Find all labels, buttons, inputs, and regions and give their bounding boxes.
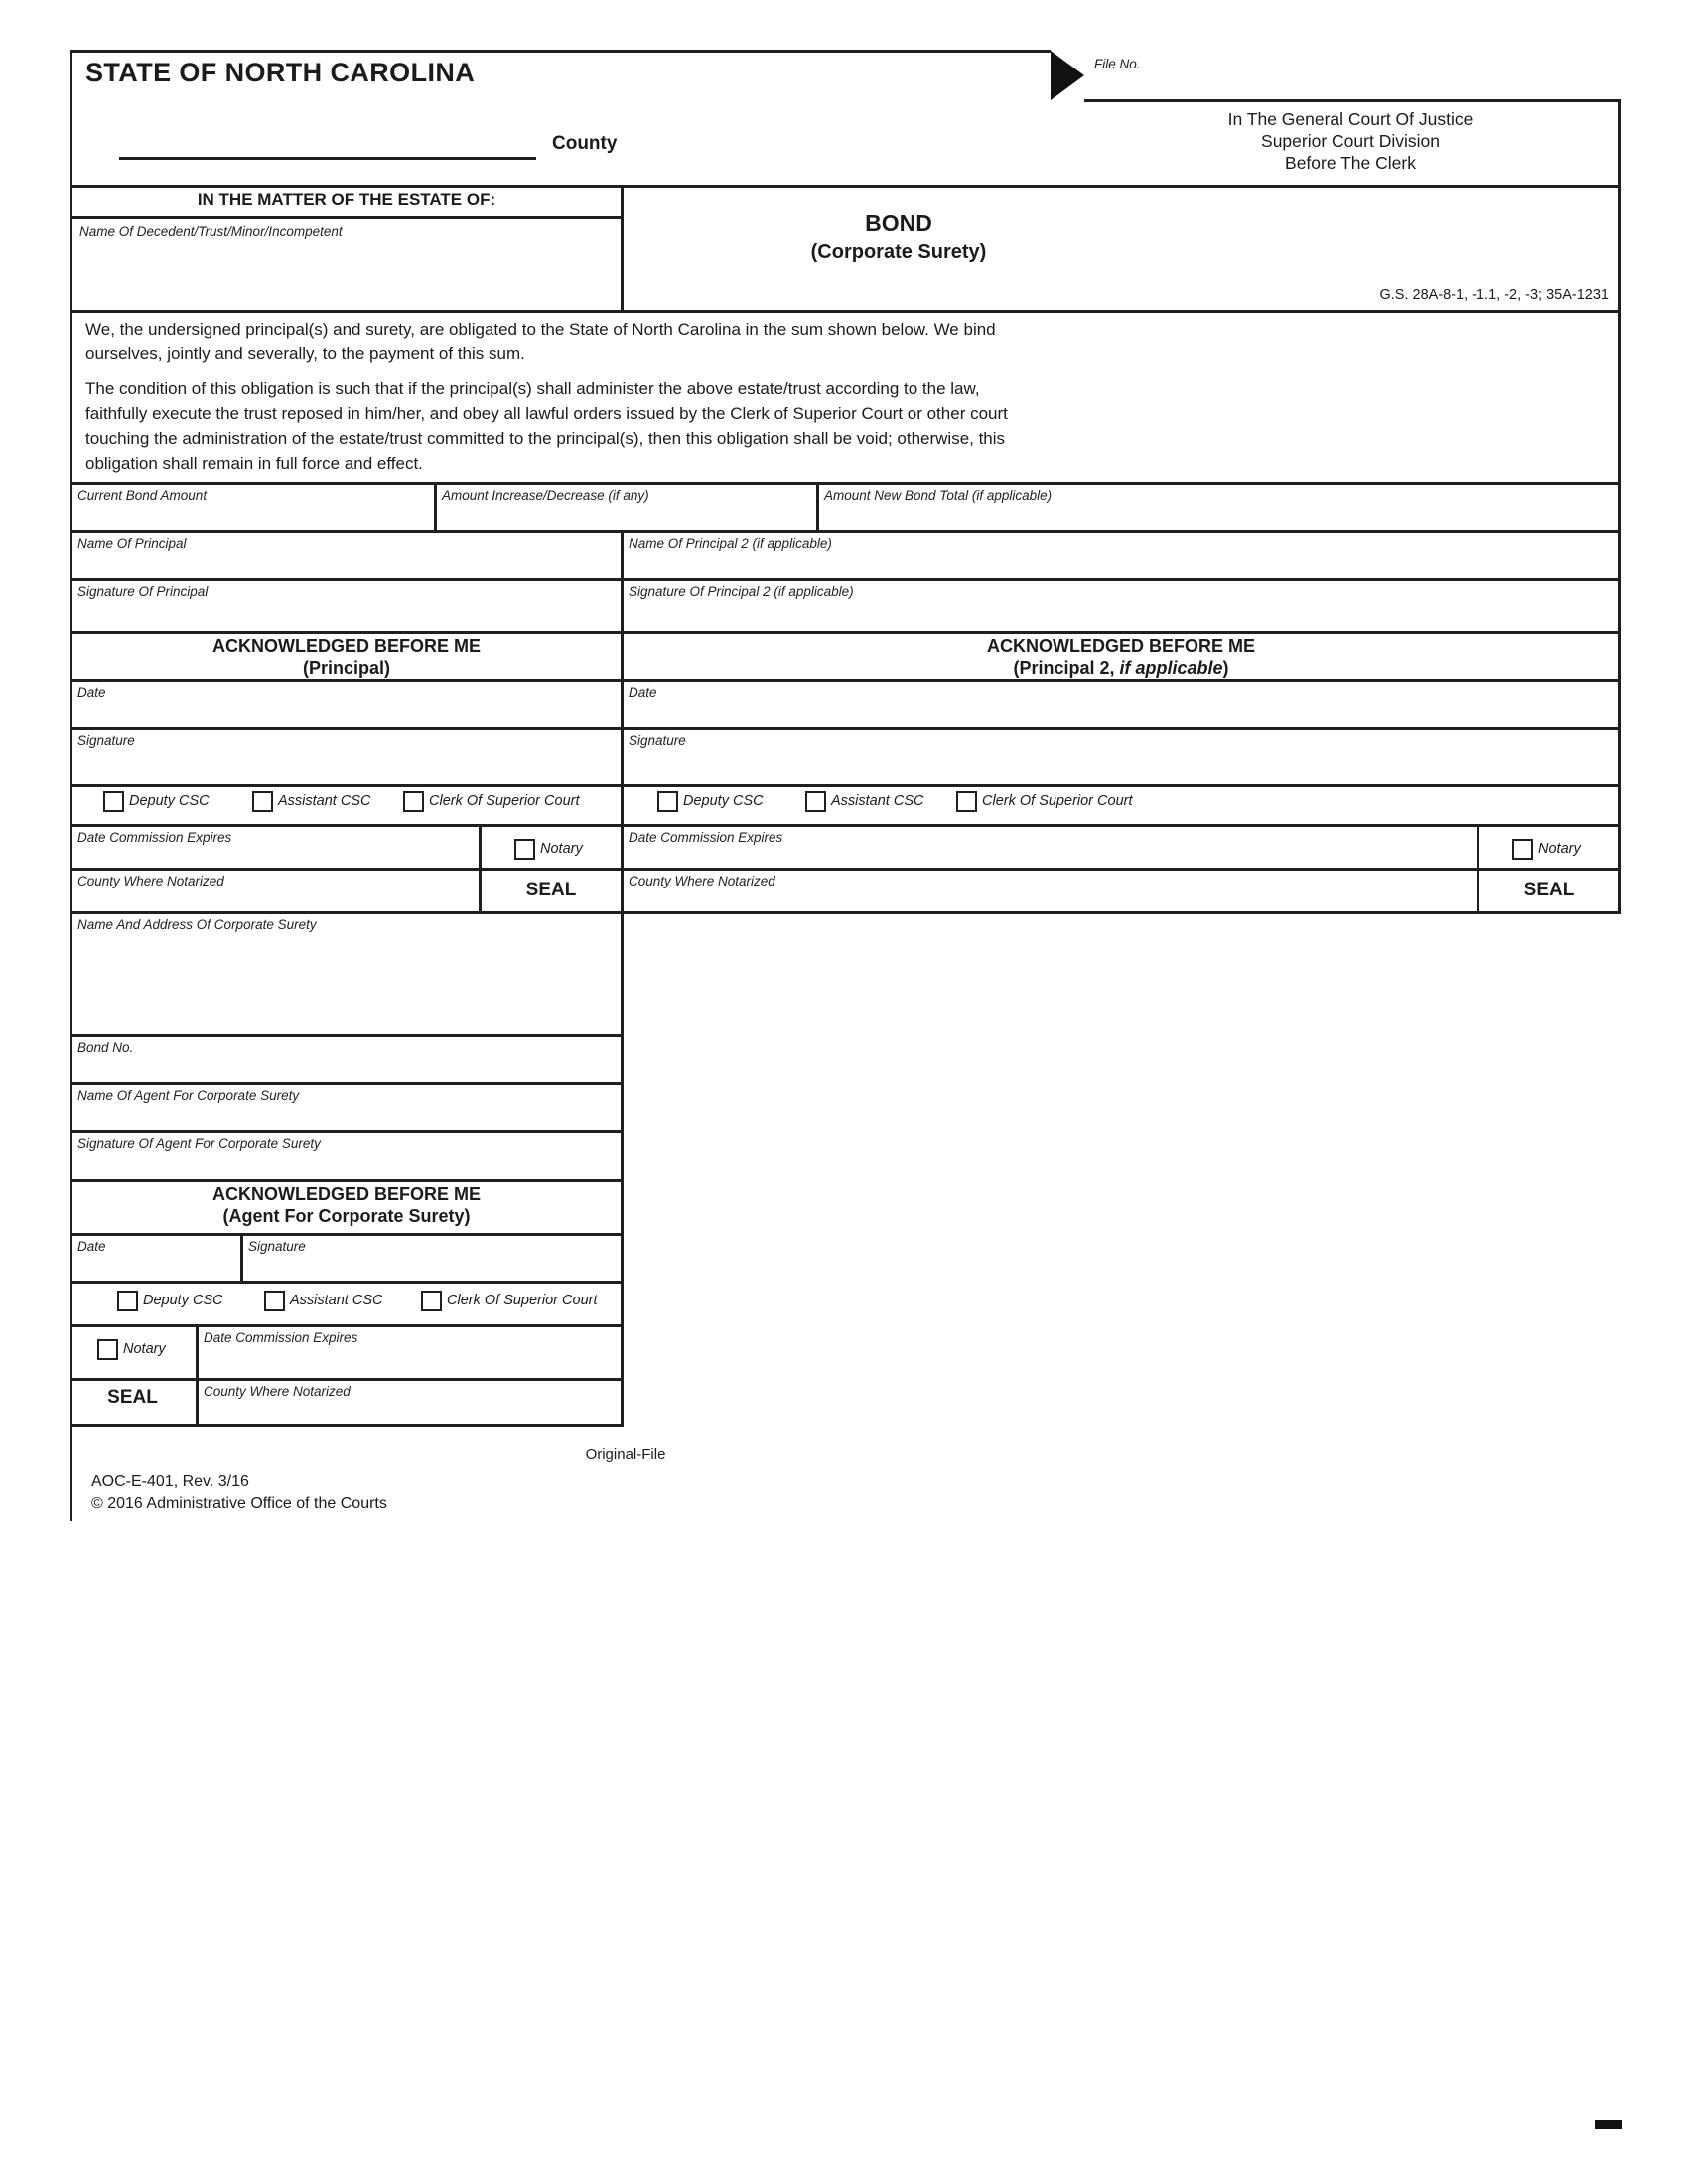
field-amount-increase[interactable]	[439, 504, 811, 528]
checkbox-notary-ack2[interactable]	[1512, 839, 1533, 860]
rule	[70, 310, 1621, 313]
checkbox-assistant-csc-ack3[interactable]	[264, 1291, 285, 1311]
principal-signature-label: Signature Of Principal	[77, 584, 209, 599]
field-ack1-date[interactable]	[73, 703, 616, 725]
rule	[816, 482, 819, 530]
rule	[70, 1082, 624, 1085]
surety-name-address-label: Name And Address Of Corporate Surety	[77, 917, 317, 932]
ack1-heading: ACKNOWLEDGED BEFORE ME	[212, 636, 481, 656]
field-ack1-county-notarized[interactable]	[73, 891, 475, 909]
ack2-county-label: County Where Notarized	[629, 874, 775, 888]
field-bond-no[interactable]	[73, 1058, 616, 1080]
ack2-signature-label: Signature	[629, 733, 686, 748]
rule-fileno-underline	[1084, 99, 1621, 102]
checkbox-deputy-csc-ack1[interactable]	[103, 791, 124, 812]
field-principal-signature[interactable]	[73, 600, 616, 627]
rule	[70, 868, 1621, 871]
county-label: County	[552, 133, 618, 154]
field-agent-name[interactable]	[73, 1106, 616, 1128]
checkbox-notary-ack3[interactable]	[97, 1339, 118, 1360]
distribution-note: Original-File	[585, 1446, 666, 1463]
checkbox-assistant-csc-ack2[interactable]	[805, 791, 826, 812]
seal-label-ack3: SEAL	[107, 1387, 158, 1408]
obligation-paragraph1-line2: ourselves, jointly and severally, to the payment of this sum.	[85, 344, 525, 363]
rule	[70, 1130, 624, 1133]
notary-label-ack2: Notary	[1538, 841, 1581, 857]
rule	[70, 1179, 624, 1182]
obligation-paragraph1-line1: We, the undersigned principal(s) and surety, are obligated to the State of North Carolina in the sum shown below. We bind	[85, 320, 996, 339]
deputy-csc-label-ack2: Deputy CSC	[683, 793, 764, 809]
rule	[196, 1324, 199, 1424]
rule-county-blank	[119, 157, 536, 160]
court-line-3: Before The Clerk	[1285, 153, 1416, 173]
rule	[70, 1034, 624, 1037]
deputy-csc-label-ack3: Deputy CSC	[143, 1293, 223, 1308]
rule	[70, 1424, 624, 1427]
rule	[434, 482, 437, 530]
ack1-commission-label: Date Commission Expires	[77, 830, 232, 845]
field-ack2-signature[interactable]	[628, 751, 1615, 782]
form-title: BOND	[865, 210, 932, 236]
rule	[70, 1378, 624, 1381]
field-principal-name[interactable]	[73, 552, 616, 576]
rule	[240, 1233, 243, 1281]
rule	[70, 824, 1621, 827]
amount-new-total-label: Amount New Bond Total (if applicable)	[824, 488, 1053, 503]
obligation-paragraph2-line3: touching the administration of the estate/trust committed to the principal(s), then this obligation shall be void; otherwise, this	[85, 429, 1006, 448]
assistant-csc-label-ack3: Assistant CSC	[290, 1293, 383, 1308]
field-ack1-commission-date[interactable]	[73, 848, 475, 866]
page-corner-mark	[1595, 2120, 1622, 2129]
rule	[70, 578, 1621, 581]
clerk-label-ack1: Clerk Of Superior Court	[429, 793, 580, 809]
rule	[70, 631, 1621, 634]
rule	[70, 1324, 624, 1327]
notary-label-ack3: Notary	[123, 1341, 166, 1357]
rule-right-border	[1618, 99, 1621, 911]
field-file-no[interactable]	[1087, 54, 1612, 97]
assistant-csc-label-ack1: Assistant CSC	[278, 793, 371, 809]
checkbox-clerk-ack1[interactable]	[403, 791, 424, 812]
matter-heading: IN THE MATTER OF THE ESTATE OF:	[197, 190, 496, 208]
checkbox-notary-ack1[interactable]	[514, 839, 535, 860]
agent-name-label: Name Of Agent For Corporate Surety	[77, 1088, 300, 1103]
ack2-subheading-post: )	[1222, 658, 1229, 678]
checkbox-clerk-ack3[interactable]	[421, 1291, 442, 1311]
principal2-name-label: Name Of Principal 2 (if applicable)	[629, 536, 832, 551]
court-line-2: Superior Court Division	[1261, 131, 1440, 151]
ack2-date-label: Date	[629, 685, 657, 700]
field-ack3-commission-date[interactable]	[201, 1348, 616, 1376]
amount-increase-label: Amount Increase/Decrease (if any)	[442, 488, 649, 503]
rule	[70, 482, 1621, 485]
bond-no-label: Bond No.	[77, 1040, 134, 1055]
ack3-date-label: Date	[77, 1239, 106, 1254]
seal-label-ack2: SEAL	[1523, 880, 1575, 900]
field-principal2-signature[interactable]	[628, 600, 1615, 627]
rule-top-border	[70, 50, 1051, 53]
clerk-label-ack2: Clerk Of Superior Court	[982, 793, 1133, 809]
assistant-csc-label-ack2: Assistant CSC	[831, 793, 924, 809]
seal-label-ack1: SEAL	[525, 880, 577, 900]
file-no-label: File No.	[1094, 57, 1141, 71]
ack3-heading: ACKNOWLEDGED BEFORE ME	[212, 1184, 481, 1204]
field-ack3-county-notarized[interactable]	[201, 1402, 616, 1422]
court-line-1: In The General Court Of Justice	[1227, 109, 1474, 129]
ack2-subheading-pre: (Principal 2,	[1013, 658, 1120, 678]
ack3-commission-label: Date Commission Expires	[204, 1330, 358, 1345]
rule	[70, 784, 1621, 787]
ack1-subheading: (Principal)	[302, 658, 390, 678]
clerk-label-ack3: Clerk Of Superior Court	[447, 1293, 598, 1308]
form-subtitle: (Corporate Surety)	[810, 241, 987, 263]
current-bond-amount-label: Current Bond Amount	[77, 488, 208, 503]
rule	[70, 185, 1621, 188]
field-ack1-signature[interactable]	[73, 751, 616, 782]
field-ack2-county-notarized[interactable]	[628, 891, 1472, 909]
principal-name-label: Name Of Principal	[77, 536, 187, 551]
checkbox-deputy-csc-ack2[interactable]	[657, 791, 678, 812]
obligation-paragraph2-line1: The condition of this obligation is such that if the principal(s) shall administer the above estate/trust according to the law,	[85, 379, 980, 398]
copyright-line: © 2016 Administrative Office of the Courts	[91, 1495, 387, 1512]
deputy-csc-label-ack1: Deputy CSC	[129, 793, 210, 809]
field-county-name[interactable]	[121, 125, 534, 155]
ack3-county-label: County Where Notarized	[204, 1384, 351, 1399]
rule	[70, 216, 624, 219]
field-ack2-date[interactable]	[628, 703, 1615, 725]
field-ack3-signature[interactable]	[246, 1257, 616, 1279]
obligation-paragraph2-line4: obligation shall remain in full force and effect.	[85, 454, 423, 473]
ack1-signature-label: Signature	[77, 733, 135, 748]
ack1-date-label: Date	[77, 685, 106, 700]
field-surety-name-address[interactable]	[73, 935, 616, 1030]
rule	[70, 1281, 624, 1284]
field-amount-new-total[interactable]	[822, 504, 1615, 528]
checkbox-assistant-csc-ack1[interactable]	[252, 791, 273, 812]
field-ack3-date[interactable]	[73, 1257, 236, 1279]
checkbox-deputy-csc-ack3[interactable]	[117, 1291, 138, 1311]
page-title: STATE OF NORTH CAROLINA	[85, 58, 476, 87]
field-decedent-name[interactable]	[73, 244, 616, 304]
checkbox-clerk-ack2[interactable]	[956, 791, 977, 812]
obligation-paragraph2-line2: faithfully execute the trust reposed in him/her, and obey all lawful orders issued by the Clerk of Superior Court or other court	[85, 404, 1008, 423]
rule	[70, 727, 1621, 730]
field-ack2-commission-date[interactable]	[628, 848, 1472, 866]
rule	[70, 911, 1621, 914]
statute-reference: G.S. 28A-8-1, -1.1, -2, -3; 35A-1231	[1379, 287, 1609, 303]
rule	[70, 679, 1621, 682]
ack2-heading: ACKNOWLEDGED BEFORE ME	[987, 636, 1255, 656]
ack2-subheading	[624, 658, 1618, 679]
decedent-name-label: Name Of Decedent/Trust/Minor/Incompetent	[79, 224, 343, 239]
ack2-subheading-em: if applicable	[1119, 658, 1223, 678]
form-number: AOC-E-401, Rev. 3/16	[91, 1473, 249, 1490]
field-current-bond-amount[interactable]	[73, 504, 429, 528]
ack3-subheading: (Agent For Corporate Surety)	[222, 1206, 471, 1226]
rule	[70, 530, 1621, 533]
ack3-signature-label: Signature	[248, 1239, 306, 1254]
notary-label-ack1: Notary	[540, 841, 583, 857]
agent-signature-label: Signature Of Agent For Corporate Surety	[77, 1136, 321, 1151]
ack2-commission-label: Date Commission Expires	[629, 830, 783, 845]
rule	[70, 1233, 624, 1236]
ack1-county-label: County Where Notarized	[77, 874, 224, 888]
field-agent-signature[interactable]	[73, 1154, 616, 1177]
field-principal2-name[interactable]	[628, 552, 1615, 576]
file-no-arrow-icon	[1051, 51, 1084, 100]
principal2-signature-label: Signature Of Principal 2 (if applicable)	[629, 584, 854, 599]
